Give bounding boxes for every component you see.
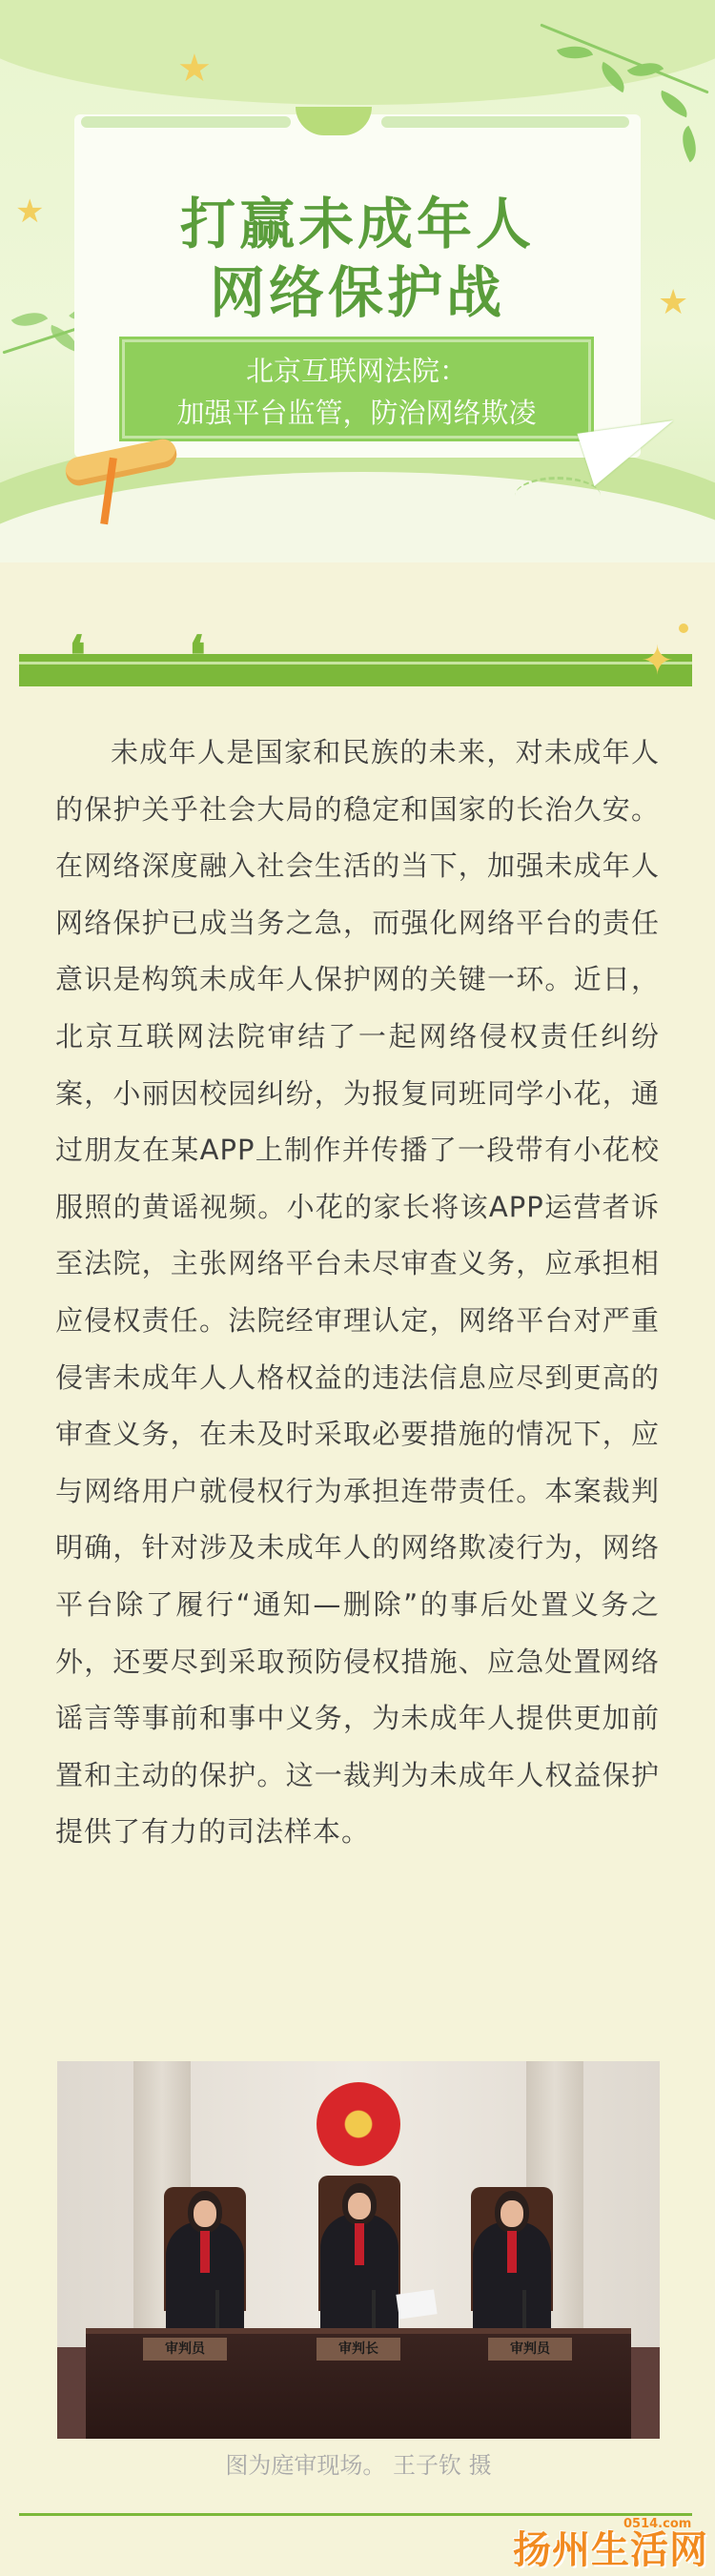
footer-logo-domain: 0514.com [623, 2517, 692, 2531]
national-emblem-icon [317, 2082, 400, 2166]
subtitle-line: 北京互联网法院： [245, 355, 467, 387]
star-icon: ★ [15, 193, 45, 231]
nameplate: 审判员 [488, 2338, 572, 2361]
nameplate: 审判员 [143, 2338, 227, 2361]
page-title: 打赢未成年人 [179, 192, 535, 256]
courtroom-photo [57, 2061, 660, 2439]
section-bar-highlight [19, 662, 692, 664]
subtitle-box [122, 339, 591, 439]
leaf-icon [11, 304, 48, 336]
card-tab [81, 116, 291, 128]
judge-figure [320, 2214, 398, 2338]
subtitle-line: 加强平台监管，防治网络欺凌 [176, 397, 537, 429]
sparkle-icon: ✦ [641, 637, 675, 684]
page-title: 网络保护战 [209, 260, 505, 325]
quote-icon: ❛ [69, 624, 87, 687]
leaf-icon [656, 91, 692, 118]
judge-figure [166, 2221, 244, 2345]
article-body: 未成年人是国家和民族的未来，对未成年人的保护关乎社会大局的稳定和国家的长治久安。在网络深度融入社会生活的当下，加强未成年人网络保护已成当务之急，而强化网络平台的责任意识是构筑未成年人保护网的关键一环。近日，北京互联网法院审结了一起网络侵权责任纠纷案，小丽因校园纠纷，为报复同班同学小花，通过朋友在某APP上制作并传播了一段带有小花校服照的黄谣视频。小花的家长将该APP运营者诉至法院，主张网络平台未尽审查义务，应承担相应侵权责任。法院经审理认定，网络平台对严重侵害未成年人人格权益的违法信息应尽到更高的审查义务，在未及时采取必要措施的情况下，应与网络用户就侵权行为承担连带责任。本案裁判明确，针对涉及未成年人的网络欺凌行为，网络平台除了履行“通知—删除”的事后处置义务之外，还要尽到采取预防侵权措施、应急处置网络谣言等事前和事中义务，为未成年人提供更加前置和主动的保护。这一裁判为未成年人权益保护提供了有力的司法样本。 [55, 736, 660, 1849]
star-icon: ★ [658, 283, 689, 322]
quote-icon: ❛ [189, 624, 207, 687]
dashed-trail [515, 477, 601, 515]
nameplate: 审判长 [317, 2338, 400, 2361]
document-paper [396, 2289, 437, 2319]
sparkle-dot [679, 624, 688, 633]
section-bar [19, 654, 692, 686]
card-tab [381, 116, 629, 128]
judge-figure [473, 2221, 551, 2345]
footer-logo: 扬州生活网 [513, 2528, 708, 2572]
leaf-icon [674, 126, 705, 162]
photo-caption: 图为庭审现场。 王子钦 摄 [225, 2452, 492, 2479]
star-icon: ★ [177, 47, 212, 91]
footer-divider [19, 2513, 692, 2516]
